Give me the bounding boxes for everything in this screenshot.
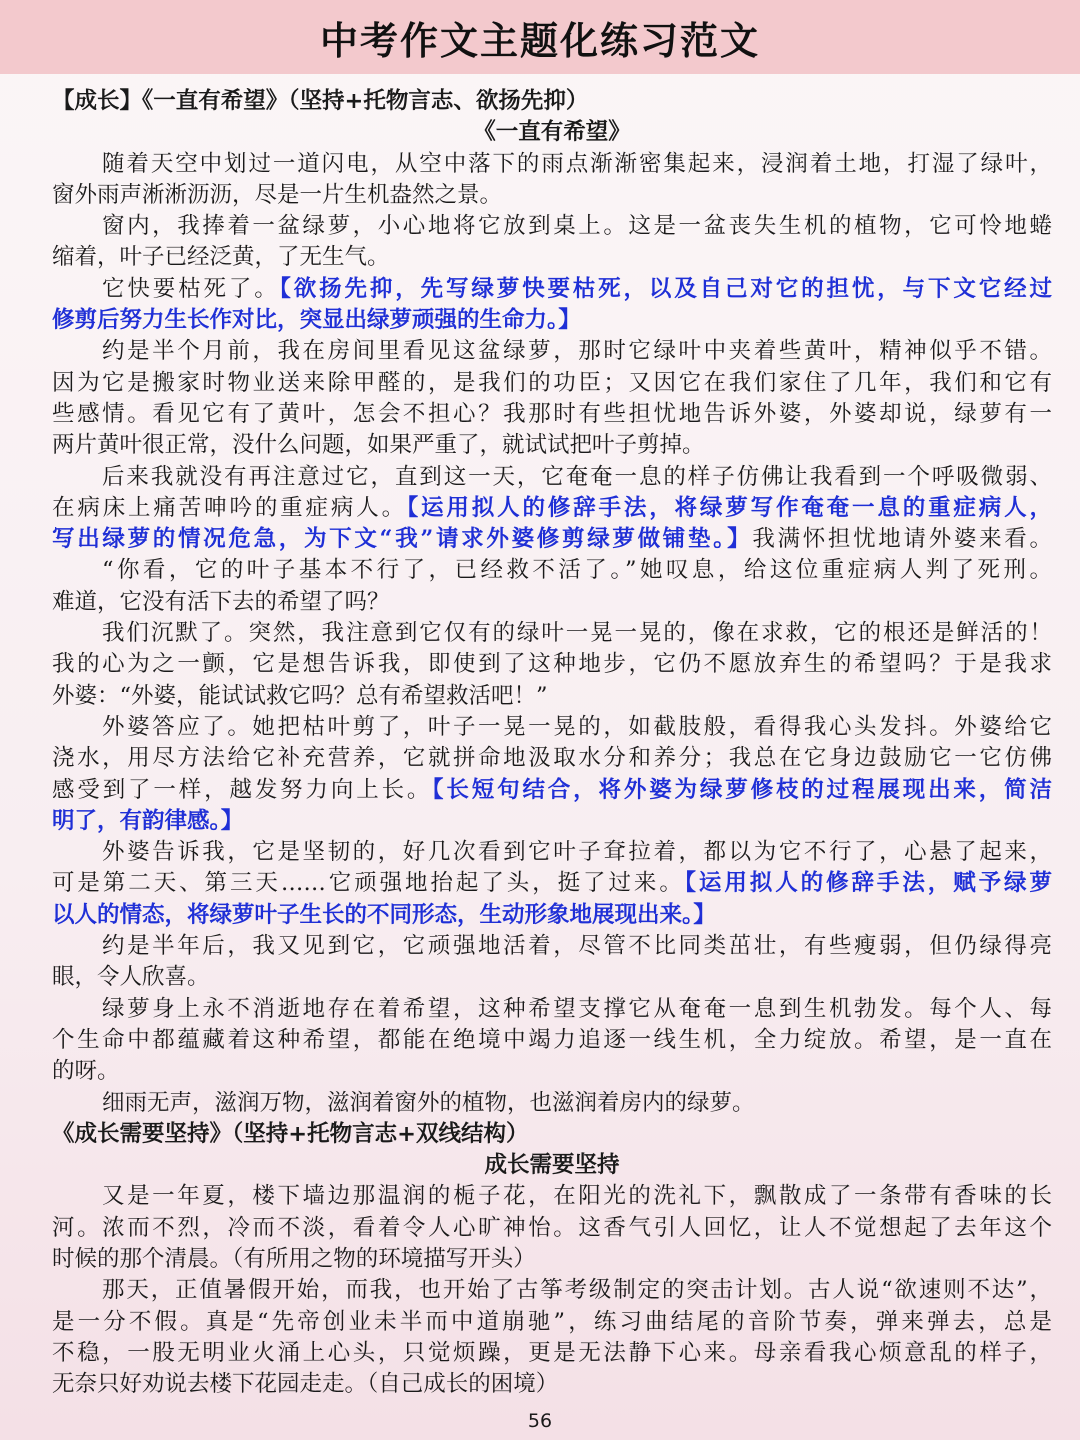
annotation-comment: 明了，有韵律感。】 [52,807,244,834]
text-line: 细雨无声，滋润万物，滋润着窗外的植物，也滋润着房内的绿萝。 [102,1089,755,1116]
text-line [52,524,1052,555]
text-line: 两片黄叶很正常，没什么问题，如果严重了，就试试把叶子剪掉。 [52,432,705,459]
text-line: 难道，它没有活下去的希望了吗？ [52,588,390,615]
annotation-comment: 【运用拟人的修辞手法，赋予绿萝 [684,870,1052,897]
text-line: 不稳，一股无明业火涌上心头，只觉烦躁，更是无法静下心来。母亲看我心烦意乱的样子， [52,1339,1052,1366]
text-line: 缩着，叶子已经泛黄，了无生气。 [52,244,390,271]
text-span: 可是第二天、第三天……它顽强地抬起了头，挺了过来。 [52,870,685,897]
text-line: 的呀。 [52,1058,120,1085]
text-line: 约是半年后，我又见到它，它顽强地活着，尽管不比同类茁壮，有些瘦弱，但仍绿得亮 [102,933,1052,960]
annotation-comment: 写出绿萝的情况危急，为下文“我”请求外婆修剪绿萝做铺垫。】 [52,526,753,553]
text-line: 外婆：“外婆，能试试救它吗？总有希望救活吧！” [52,682,548,709]
text-line: 是一分不假。真是“先帝创业未半而中道崩驰”，练习曲结尾的音阶节奏，弹来弹去，总是 [52,1308,1052,1335]
text-line: 眼，令人欣喜。 [52,964,210,991]
title-bar [0,0,1080,74]
text-line: 河。浓而不烈，冷而不淡，看着令人心旷神怡。这香气引人回忆，让人不觉想起了去年这个 [52,1214,1052,1241]
text-line: 约是半个月前，我在房间里看见这盆绿萝，那时它绿叶中夹着些黄叶，精神似乎不错。 [102,338,1052,365]
essay2-heading: 《成长需要坚持》（坚持+托物言志+双线结构） [52,1120,529,1147]
text-line: 随着天空中划过一道闪电，从空中落下的雨点渐渐密集起来，浸润着土地，打湿了绿叶， [102,150,1052,177]
text-line: 外婆答应了。她把枯叶剪了，叶子一晃一晃的，如截肢般，看得我心头发抖。外婆给它 [102,713,1052,740]
text-line: 浇水，用尽方法给它补充营养，它就拼命地汲取水分和养分；我总在它身边鼓励它一它仿佛 [52,745,1052,772]
text-line: 我们沉默了。突然，我注意到它仅有的绿叶一晃一晃的，像在求救，它的根还是鲜活的！ [102,620,1052,647]
essay2-title: 成长需要坚持 [484,1152,620,1179]
text-line [52,493,1052,524]
annotation-comment: 以人的情态，将绿萝叶子生长的不同形态，生动形象地展现出来。】 [52,901,716,928]
text-line: “你看，它的叶子基本不行了，已经救不活了。”她叹息，给这位重症病人判了死刑。 [102,557,1052,584]
annotation-comment: 【长短句结合，将外婆为绿萝修枝的过程展现出来，简洁 [432,776,1052,803]
essay1-title: 《一直有希望》 [473,119,631,146]
page-title: 中考作文主题化练习范文 [319,18,760,63]
text-line: 些感情。看见它有了黄叶，怎会不担心？我那时有些担忧地告诉外婆，外婆却说，绿萝有一 [52,400,1052,427]
text-line: 又是一年夏，楼下墙边那温润的栀子花，在阳光的洗礼下，飘散成了一条带有香味的长 [102,1183,1052,1210]
text-line [52,868,1052,899]
text-line: 个生命中都蕴藏着这种希望，都能在绝境中竭力追逐一线生机，全力绽放。希望，是一直在 [52,1026,1052,1053]
document-body [52,86,1052,1400]
text-line: 我的心为之一颤，它是想告诉我，即使到了这种地步，它仍不愿放弃生的希望吗？于是我求 [52,651,1052,678]
text-line: 时候的那个清晨。（有所用之物的环境描写开头） [52,1245,536,1272]
text-line [52,775,1052,806]
text-span: 在病床上痛苦呻吟的重症病人。 [52,494,407,521]
text-line: 外婆告诉我，它是坚韧的，好几次看到它叶子耷拉着，都以为它不行了，心悬了起来， [102,839,1052,866]
text-line: 那天，正值暑假开始，而我，也开始了古筝考级制定的突击计划。古人说“欲速则不达”， [102,1277,1052,1304]
text-span: 感受到了一样，越发努力向上长。 [52,776,433,803]
text-line: 窗外雨声淅淅沥沥，尽是一片生机盎然之景。 [52,181,503,208]
text-span: 我满怀担忧地请外婆来看。 [752,526,1052,553]
text-line: 无奈只好劝说去楼下花园走走。（自己成长的困境） [52,1371,559,1398]
text-line: 绿萝身上永不消逝地存在着希望，这种希望支撑它从奄奄一息到生机勃发。每个人、每 [102,995,1052,1022]
page-number: 56 [527,1410,553,1432]
annotation-comment: 【欲扬先抑，先写绿萝快要枯死，以及自己对它的担忧，与下文它经过 [279,275,1052,302]
text-line [52,274,1052,305]
text-line: 因为它是搬家时物业送来除甲醛的，是我们的功臣；又因它在我们家住了几年，我们和它有 [52,369,1052,396]
annotation-comment: 【运用拟人的修辞手法，将绿萝写作奄奄一息的重症病人， [406,494,1052,521]
essay1-heading: 【成长】《一直有希望》（坚持+托物言志、欲扬先抑） [52,88,589,114]
text-line: 后来我就没有再注意过它，直到这一天，它奄奄一息的样子仿佛让我看到一个呼吸微弱、 [102,463,1052,490]
text-span: 它快要枯死了。 [102,275,280,302]
text-line: 窗内，我捧着一盆绿萝，小心地将它放到桌上。这是一盆丧失生机的植物，它可怜地蜷 [102,213,1052,240]
annotation-comment: 修剪后努力生长作对比，突显出绿萝顽强的生命力。】 [52,307,581,334]
